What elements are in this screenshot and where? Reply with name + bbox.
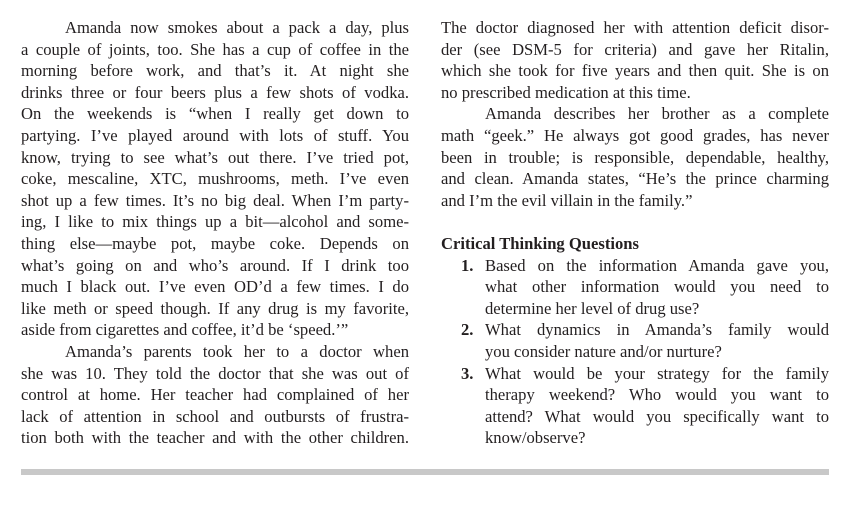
question-line: therapy weekend? Who would you want to [485,385,829,405]
question-line: What dynamics in Amanda’s family would [485,320,829,340]
text-line: which she took for five years and then quit. She is on [441,61,829,81]
question-number: 1. [461,255,474,275]
question-number: 3. [461,363,474,383]
text-line: partying. I’ve played around with lots of stuff. You [21,125,409,145]
text-line: ing, I like to mix things up a bit—alcohol and some- [21,212,409,232]
text-line: On the weekends is “when I really get down to [21,104,409,124]
question-line: determine her level of drug use? [485,298,700,318]
text-line: like meth or speed though. If any drug is my favorite, [21,298,409,318]
text-line: thing else—maybe pot, maybe coke. Depends on [21,233,409,253]
text-line: shot up a few times. It’s no big deal. When I’m party- [21,190,409,210]
question-number: 2. [461,320,474,340]
text-line: what’s going on and who’s around. If I drink too [21,255,409,275]
text-line: control at home. Her teacher had complained of her [21,385,409,405]
text-line: and I’m the evil villain in the family.” [441,190,693,210]
paragraph-diagnosis [441,17,829,103]
text-line: know, trying to see what’s out there. I’ve tried pot, [21,147,409,167]
question-item [441,363,829,449]
text-line: Amanda’s parents took her to a doctor when [65,341,409,361]
left-column [21,17,409,449]
question-item [441,319,829,362]
right-column [441,17,829,449]
text-line: no prescribed medication at this time. [441,82,691,102]
question-line: you consider nature and/or nurture? [485,341,722,361]
text-line: morning before work, and that’s it. At night she [21,61,409,81]
text-line: tion both with the teacher and with the other children. [21,428,409,448]
text-line: she was 10. They told the doctor that she was out of [21,363,409,383]
text-line: drinks three or four beers plus a few shots of vodka. [21,82,409,102]
question-line: What would be your strategy for the family [485,363,829,383]
bottom-divider [21,469,829,475]
question-line: what other information would you need to [485,277,829,297]
text-line: lack of attention in school and outbursts of frustra- [21,406,409,426]
text-line: The doctor diagnosed her with attention deficit disor- [441,18,829,37]
text-line: der (see DSM-5 for criteria) and gave her Ritalin, [441,39,829,59]
text-line: much I black out. I’ve even OD’d a few times. I do [21,277,409,297]
text-line: coke, mescaline, XTC, mushrooms, meth. I’ve even [21,169,409,189]
question-line: know/observe? [485,428,586,448]
paragraph-brother [441,103,829,211]
question-line: Based on the information Amanda gave you, [485,255,829,275]
paragraph-doctor-visit [21,341,409,449]
section-heading: Critical Thinking Questions [441,233,639,253]
text-line: aside from cigarettes and coffee, it’d be ‘speed.’” [21,320,349,340]
paragraph-smoking-habits [21,17,409,341]
text-line: been in trouble; is responsible, dependable, healthy, [441,147,829,167]
text-line: math “geek.” He always got good grades, has never [441,125,829,145]
text-line: and clean. Amanda states, “He’s the prince charming [441,169,829,189]
questions-list [441,255,829,449]
text-line: Amanda now smokes about a pack a day, plus [65,18,409,37]
question-line: attend? What would you specifically want to [485,406,829,426]
question-item [441,255,829,320]
text-line: a couple of joints, too. She has a cup of coffee in the [21,39,409,59]
text-line: Amanda describes her brother as a complete [485,104,829,124]
